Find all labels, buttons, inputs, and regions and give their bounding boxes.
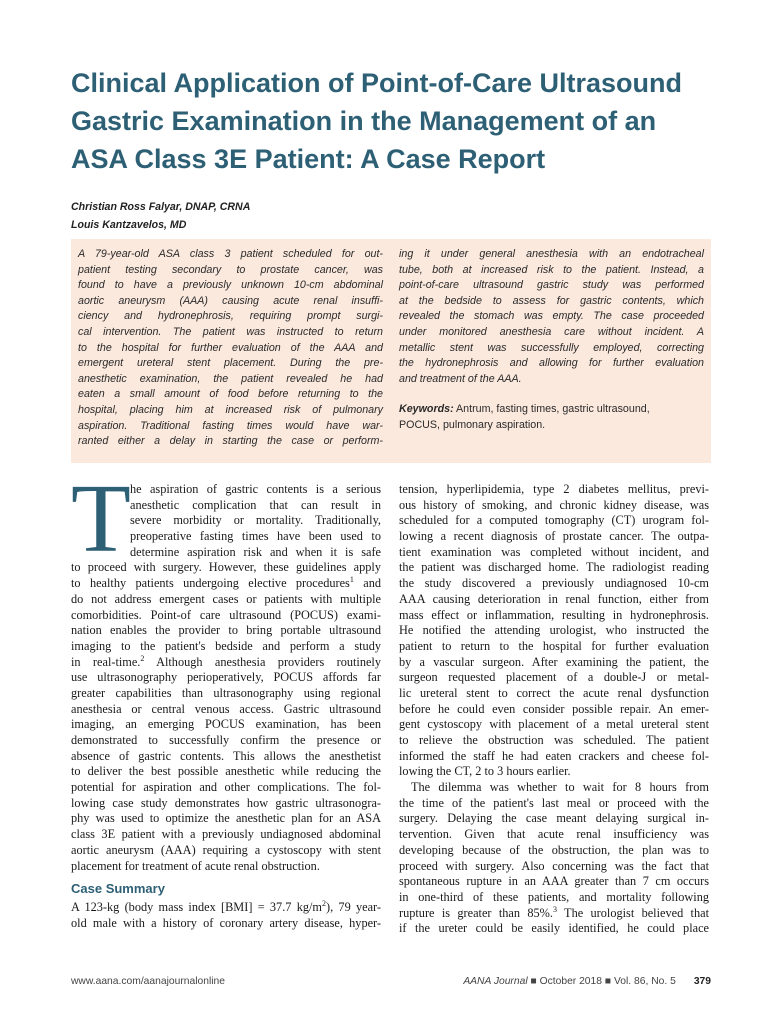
body-line: He notified the attending urologist, who instructed the (399, 623, 709, 638)
abstract-line: ing it under general anesthesia with an endotracheal (399, 248, 704, 260)
author-name: Louis Kantzavelos, MD (71, 219, 187, 231)
body-line (71, 900, 381, 916)
body-line: comorbidities. Point-of care ultrasound (POCUS) exami- (71, 607, 381, 622)
body-line: the patient was discharged home. The radiologist reading (399, 560, 709, 575)
keywords-label: Keywords: (399, 403, 454, 416)
body-line (71, 655, 381, 671)
author-name: Christian Ross Falyar, DNAP, CRNA (71, 201, 251, 213)
abstract-line: aspiration. Traditional fasting times would have war- (78, 419, 383, 432)
body-text: A 123-kg (body mass index [BMI] = 37.7 kg/m (71, 900, 322, 915)
body-line: the study discovered a previously undiagnosed 10-cm (399, 576, 709, 591)
abstract-line: found to have a previously unknown 10-cm abdominal (78, 279, 383, 292)
separator-icon: ■ (604, 976, 612, 987)
body-line: patient to return to the hospital for further evaluation (399, 638, 709, 653)
abstract-line: to the hospital for further evaluation of the AAA and (78, 341, 383, 354)
abstract-line: patient testing secondary to prostate cancer, was (78, 263, 383, 276)
body-line: to proceed with surgery. However, these guidelines apply (71, 560, 381, 575)
article-title: Clinical Application of Point-of-Care Ultrasound Gastric Examination in the Management of an ASA Class 3E Patient: A Case Report (71, 68, 683, 174)
author-list (71, 198, 250, 234)
journal-name: AANA Journal (463, 976, 528, 987)
body-line: if the ureter could be easily identified, he could place (399, 921, 709, 936)
body-line: AAA causing deterioration in renal function, either from (399, 591, 709, 606)
body-line: determine aspiration risk and when it is safe (130, 544, 381, 559)
body-line: tient examination was completed without incident, and (399, 544, 709, 559)
body-line: surgeon requested placement of a double-J or metal- (399, 670, 709, 685)
abstract-line: the hydronephrosis and allowing for further evaluation (399, 357, 704, 370)
body-line: the time of the patient's last meal or proceed with the (399, 795, 709, 810)
body-text: ), 79 year- (325, 900, 382, 915)
body-line: ous history of smoking, and chronic kidney disease, was (399, 497, 709, 512)
body-line: use ultrasonography perioperatively, POCUS affords far (71, 670, 381, 685)
citation-ref: 3 (552, 904, 557, 914)
keywords-line: Antrum, fasting times, gastric ultrasound, (456, 403, 650, 416)
abstract-line: aortic aneurysm (AAA) causing acute renal insuffi- (78, 294, 383, 307)
abstract-line: ranted either a delay in starting the case or perform- (78, 435, 383, 448)
body-line: anesthetic complication that can result in (130, 497, 381, 512)
body-line: gent cystoscopy with placement of a metal ureteral stent (399, 717, 709, 732)
separator-icon: ■ (530, 976, 537, 987)
body-line: lowing case study demonstrates how gastric ultrasonogra- (71, 795, 381, 810)
body-line: anesthesia or central venous access. Gastric ultrasound (71, 701, 381, 716)
page-footer (71, 976, 711, 990)
abstract-line: hospital, placing him at increased risk of pulmonary (78, 403, 383, 416)
body-line: in one-third of these patients, and mortality following (399, 889, 709, 904)
abstract-line: under monitored anesthesia care without incident. A (399, 325, 704, 338)
abstract-column-right (399, 247, 704, 463)
body-line (71, 576, 381, 592)
body-line: mass effect or inflammation, resulting in hydronephrosis. (399, 607, 709, 622)
keywords-line: POCUS, pulmonary aspiration. (399, 418, 546, 431)
abstract-line: revealed the stomach was empty. The case proceeded (399, 310, 704, 323)
body-line: lowing the CT, 2 to 3 hours earlier. (399, 764, 571, 779)
abstract-line: ciency and hydronephrosis, requiring prompt surgi- (78, 310, 383, 323)
body-line: severe morbidity or mortality. Traditionally, (130, 513, 381, 528)
body-line: to relieve the obstruction was scheduled. The patient (399, 733, 709, 747)
abstract-line: eaten a small amount of food before returning to the (78, 388, 383, 401)
body-column-left (71, 465, 382, 932)
abstract-line: tube, both at increased risk to the patient. Instead, a (399, 263, 704, 276)
body-text: Although anesthesia providers routinely (144, 654, 381, 669)
abstract-box (71, 239, 711, 463)
abstract-line: metallic stent was successfully employed, correcting (399, 341, 704, 354)
body-column-right (399, 482, 709, 937)
body-line: phy was used to optimize the anesthetic plan for an ASA (71, 811, 381, 826)
body-line: informed the staff he had eaten crackers and cheese fol- (399, 748, 709, 763)
body-line: by a vascular surgeon. After examining the patient, the (399, 654, 709, 669)
body-line: preoperative fasting times have been used to (130, 529, 381, 544)
body-line: tervention. Given that acute renal insufficiency was (399, 827, 709, 842)
body-line: proceed with surgery. Also concerning was the fact that (399, 858, 709, 873)
body-line: to deliver the best possible anesthetic while reducing the (71, 764, 381, 779)
body-line: scheduled for a computed tomography (CT) urogram fol- (399, 513, 709, 528)
body-text: and (353, 576, 381, 591)
body-line: potential for aspiration and other complications. The fol- (71, 780, 381, 795)
journal-url[interactable]: www.aana.com/aanajournalonline (71, 976, 225, 987)
issue-date: October 2018 (539, 976, 602, 987)
page-number: 379 (693, 976, 711, 987)
section-heading: Case Summary (71, 881, 165, 897)
citation-ref: 1 (349, 575, 354, 585)
body-line: developing because of the obstruction, the plan was to (399, 842, 709, 857)
body-text: rupture is greater than 85%. (399, 905, 553, 920)
body-line: lic ureteral stent to correct the acute renal dysfunction (399, 685, 709, 700)
body-line: nation enables the provider to bring portable ultrasound (71, 623, 381, 638)
body-line: before he could even consider possible repair. An emer- (399, 701, 709, 716)
body-line: absence of gastric contents. This allows the anesthetist (71, 748, 381, 763)
body-line: imaging, an emerging POCUS examination, has been (71, 717, 381, 732)
abstract-right-text (399, 247, 704, 387)
abstract-line: emergent ureteral stent placement. During the pre- (78, 357, 383, 370)
body-line (399, 906, 709, 922)
superscript: 2 (321, 899, 326, 909)
body-line: The dilemma was whether to wait for 8 hours from (411, 780, 709, 795)
body-line: surgery. Delaying the case meant delaying surgical in- (399, 811, 709, 826)
body-line: lowing a recent diagnosis of prostate cancer. The outpa- (399, 529, 709, 544)
keywords (399, 402, 704, 433)
volume-info: Vol. 86, No. 5 (613, 976, 676, 987)
body-text: The urologist believed that (556, 905, 709, 920)
body-line: greater capabilities than ultrasonography using regional (71, 685, 381, 700)
body-line: tension, hyperlipidemia, type 2 diabetes mellitus, previ- (399, 482, 709, 496)
abstract-line: at the bedside to assess for gastric contents, which (399, 294, 704, 307)
body-line: placement for treatment of acute renal obstruction. (71, 858, 320, 873)
drop-cap: T (71, 465, 131, 573)
body-line: old male with a history of coronary artery disease, hyper- (71, 915, 381, 930)
citation-ref: 2 (140, 653, 145, 663)
body-line: aortic aneurysm (AAA) requiring a cystoscopy with stent (71, 842, 381, 857)
abstract-line: anesthetic examination, the patient revealed he had (78, 372, 383, 385)
abstract-line: cal intervention. The patient was instructed to return (78, 325, 383, 338)
abstract-line: and treatment of the AAA. (399, 372, 522, 385)
body-line: do not address emergent cases or patients with multiple (71, 591, 381, 606)
body-line: he aspiration of gastric contents is a serious (130, 482, 381, 496)
abstract-line: A 79-year-old ASA class 3 patient scheduled for out- (78, 248, 383, 260)
body-line: imaging to the patient's bedside and perform a study (71, 638, 381, 653)
body-text: in real-time. (71, 654, 141, 669)
body-text: to healthy patients undergoing elective procedures (71, 576, 350, 591)
body-line: demonstrated to successfully confirm the presence or (71, 733, 381, 747)
journal-citation (463, 976, 711, 987)
abstract-column-left (78, 247, 383, 463)
abstract-line: point-of-care ultrasound gastric study was performed (399, 279, 704, 292)
body-line: spontaneous rupture in an AAA greater than 7 cm occurs (399, 874, 709, 889)
body-line: class 3E patient with a previously undiagnosed abdominal (71, 827, 381, 842)
